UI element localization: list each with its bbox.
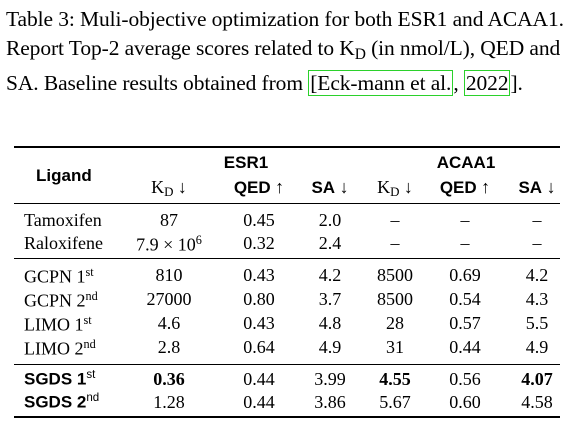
header-qed-acaa1: QED ↑ (439, 177, 491, 197)
header-kd-acaa1: $K_D$ ↓ (377, 177, 413, 200)
citation-link-author[interactable]: [Eck-mann et al. (310, 70, 452, 95)
top-rule (14, 146, 560, 148)
header-ligand: Ligand (36, 166, 92, 185)
header-qed-esr1: QED ↑ (233, 177, 285, 197)
caption-text-2: (in nmol/L), QED and SA. Baseline results obtained from (6, 36, 561, 95)
header-kd-esr1: $K_D$ ↓ (151, 177, 187, 200)
header-group-esr1: ESR1 (223, 153, 269, 172)
mid-rule-1 (14, 258, 560, 259)
bottom-rule (14, 416, 560, 418)
header-sa-acaa1: SA ↓ (518, 177, 556, 197)
caption-text: Table 3: Muli-objective optimization for both ESR1 and ACAA1. Report Top-2 average scores related to K (6, 7, 564, 60)
header-sa-esr1: SA ↓ (311, 177, 349, 197)
caption-kd-subscript: D (354, 45, 366, 63)
citation-end: ]. (510, 70, 523, 95)
mid-rule-2 (14, 364, 560, 365)
citation-link-year[interactable]: 2022 (465, 70, 509, 95)
citation-separator: , (453, 70, 464, 95)
header-rule (14, 203, 560, 204)
table-caption (6, 5, 572, 98)
header-group-acaa1: ACAA1 (436, 153, 496, 172)
